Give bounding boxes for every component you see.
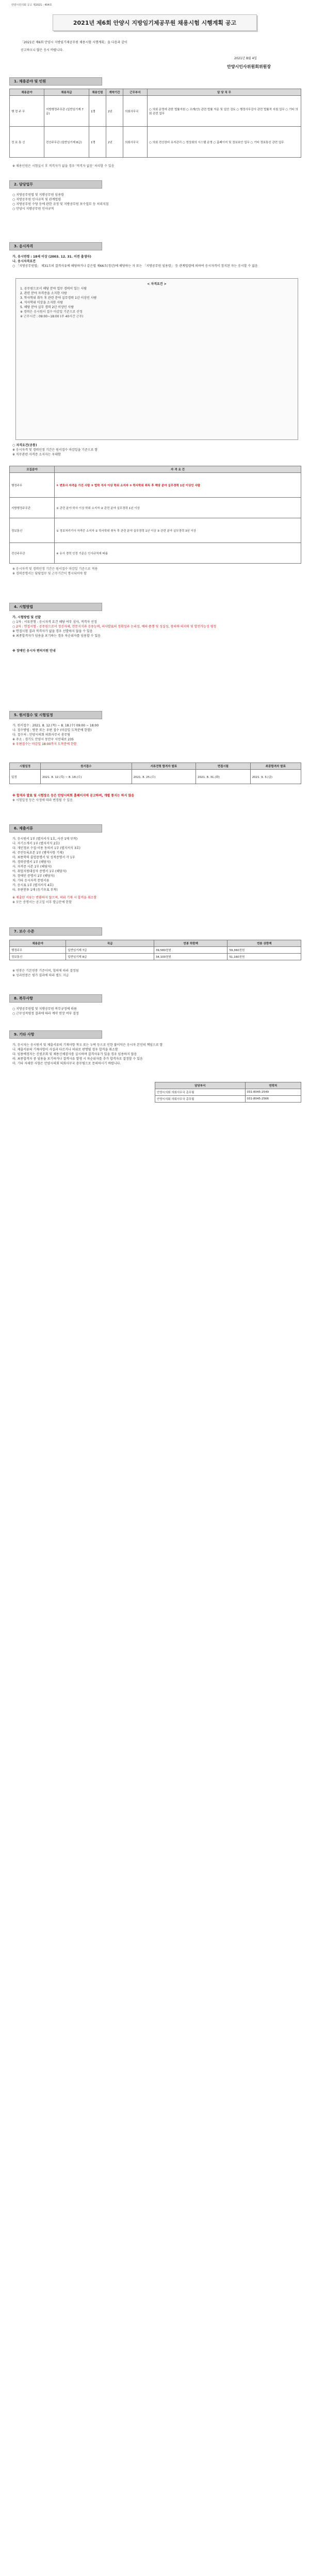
list-item: 라. 주민등록초본 1부 (병역사항 기재) xyxy=(12,851,64,855)
table-header: 모집분야 xyxy=(10,466,55,473)
list-item: 차. 기타 응시자격 증빙서류 xyxy=(12,879,50,883)
table-cell: 1명 xyxy=(89,127,106,158)
list-item: 나. 자기소개서 1부 (별지서식 2호) xyxy=(12,842,60,845)
list-item: 1. 공무원으로서 해당 분야 업무 경력이 있는 사람 xyxy=(20,287,87,291)
section-9-heading: 9. 기타 사항 xyxy=(9,1030,102,1039)
box-title: < 자격요건 > xyxy=(147,282,167,286)
list-item: ※ 성과연봉은 평가 결과에 따라 별도 지급 xyxy=(12,974,69,977)
table-cell: 행 정 주 무 xyxy=(10,96,44,127)
table-cell: 지방행정주무관 xyxy=(10,498,55,518)
list-item: ○ 지방공무원법 및 지방공무원 복무규정에 따름 xyxy=(12,1007,77,1011)
requirements-table xyxy=(9,466,301,564)
list-item: 가. 시험방법 및 선발 xyxy=(12,616,41,619)
list-item: ※ 시험일정 등은 사정에 따라 변경될 수 있음 xyxy=(12,799,73,802)
table-cell: ① 정보처리기사 자격증 소지자 ② 학사학위 취득 후 관련 분야 실무경력 1년 이상 ③ 관련 분야 실무경력 3년 이상 xyxy=(55,518,301,543)
table-cell: 2021. 8. 12.(목) ~ 8. 18.(수) xyxy=(40,770,132,784)
list-item: 타. 우편봉투 1매 (등기우표 부착) xyxy=(12,888,58,892)
list-item: ※ 합격자 발표 및 시험장소 등은 안양시의회 홈페이지에 공고하며, 개별 통지는 하지 않음 xyxy=(12,794,135,798)
section-4-heading: 4. 시험방법 xyxy=(9,603,102,611)
list-item: ※ 직무관련 자격증 소지자는 우대함 xyxy=(12,453,61,456)
salary-notes xyxy=(12,969,301,978)
section-1-heading: 1. 채용분야 및 인원 xyxy=(9,77,102,86)
list-item: ○ 안양시 지방공무원 인사규칙 xyxy=(12,207,54,211)
table-cell: 안양시의회 의회사무국 총무팀 xyxy=(155,1089,246,1096)
table-header: 시험일정 xyxy=(10,763,41,770)
list-item: ※ 경력은 응시원서 접수 마감일 기준으로 산정 xyxy=(20,310,83,314)
list-item: 마. 기타 자세한 사항은 안양시의회 의회사무국 총무팀으로 문의하시기 바랍니다. xyxy=(12,1062,121,1065)
table-header: 계약기간 xyxy=(106,89,123,96)
table-cell: 2년 xyxy=(106,127,123,158)
table-cell: ① 관련 분야 학사 이상 학위 소지자 ② 관련 분야 실무경력 1년 이상 xyxy=(55,498,301,518)
list-item: 3. 학사학위 취득 후 관련 분야 실무경력 1년 이상인 사람 xyxy=(20,296,97,300)
table-row xyxy=(10,518,301,543)
eligibility-foot xyxy=(12,567,301,576)
table-header: 채용인원 xyxy=(89,89,106,96)
table-cell: 59,360천원 xyxy=(227,947,301,954)
list-item: ○ 지방공무원 수당 등에 관한 규정 및 지방공무원 보수업무 등 처리지침 xyxy=(12,202,109,206)
contact-table xyxy=(155,1082,301,1103)
eligibility-box xyxy=(15,278,298,440)
list-item: ○ 「지방공무원법」 제31조의 결격사유에 해당하거나 같은법 제66조(정년)에 해당하는 자 또는 「지방공무원 임용령」 등 관계법령에 의하여 응시자격이 정지된 자는 응시할 수 없음 xyxy=(12,264,258,268)
list-item: 가. 원서접수 : 2021. 8. 12.(목) ~ 8. 18.(수) 09:00 ~ 18:00 xyxy=(12,724,99,727)
table-row xyxy=(10,543,301,564)
table-cell: ① 변호사 자격을 가진 사람 ② 법학 석사 이상 학위 소지자 ③ 학사학위 취득 후 해당 분야 실무경력 1년 이상인 사람 xyxy=(55,473,301,498)
section-7-heading: 7. 보수 수준 xyxy=(9,927,102,936)
section-6-heading: 6. 제출서류 xyxy=(9,824,102,833)
table-cell: 의회사무국 xyxy=(123,96,148,127)
list-item: 바. 경력증명서 1부 (해당자) xyxy=(12,860,51,864)
table-row xyxy=(10,947,301,954)
doc-title: 2021년 제6회 안양시 지방임기제공무원 채용시험 시행계획 공고 xyxy=(53,14,257,31)
table-header: 채용분야 xyxy=(10,940,66,947)
list-item: ※ 경력증명서는 담당업무 및 근무기간이 명시되어야 함 xyxy=(12,572,87,575)
table-header: 채용직급 xyxy=(44,89,89,96)
list-item: 라. 최종합격자 중 임용을 포기하거나 결격사유 발생 시 차순위자를 추가 합격자로 결정할 수 있음 xyxy=(12,1057,143,1061)
table-cell: 2년 xyxy=(106,96,123,127)
table-header: 근무부서 xyxy=(123,89,148,96)
list-item: 아. 취업지원대상자 증명서 1부 (해당자) xyxy=(12,870,67,873)
table-cell: 39,580천원 xyxy=(154,947,227,954)
table-header: 면접시험 xyxy=(196,763,250,770)
table-row xyxy=(10,498,301,518)
list-item: 가. 응시원서 1부 (별지서식 1호, 사진 1매 부착) xyxy=(12,837,78,841)
positions-table xyxy=(9,89,301,158)
table-cell: 안양시의회 의회사무국 총무팀 xyxy=(155,1096,246,1103)
section-3-heading: 3. 응시자격 xyxy=(9,242,102,250)
table-cell: 031-8045-2566 xyxy=(245,1096,301,1103)
table-cell: 행정주무 xyxy=(10,473,55,498)
intro-line: 공고하오니 많은 응시 바랍니다. xyxy=(21,48,63,52)
table-cell: 일반임기제 7급 xyxy=(66,947,154,954)
list-item: 5. 해당 분야 실무 경력 2년 이상인 사람 xyxy=(20,306,74,309)
section-5-heading: 5. 원서접수 및 시험일정 xyxy=(9,711,102,719)
table-cell: 지방행정주무관 (일반임기제 7급) xyxy=(44,96,89,127)
list-item: ○ 2차 : 면접시험 - 공무원으로서 정신자세, 전문지식과 응용능력, 의사발표의 정확성과 논리성, 예의·품행 및 성실성, 창의력·의지력 및 발전가능성 평정 xyxy=(12,625,217,629)
list-item: ※ 근무시간 : 09:00~18:00 (주 40시간 근무) xyxy=(20,315,84,318)
table-cell: 전산주무관 xyxy=(10,543,55,564)
list-item: 사. 자격증 사본 1부 (해당자) xyxy=(12,865,52,869)
list-item: ○ 1차 : 서류전형 - 응시자격 요건 해당 여부 심사, 적격자 선정 xyxy=(12,620,97,624)
table-header: 담당부서 xyxy=(155,1082,246,1089)
table-cell: 일반임기제 8급 xyxy=(66,954,154,960)
table-header: 담 당 직 무 xyxy=(148,89,301,96)
table-header: 직급 xyxy=(66,940,154,947)
list-item: 2. 관련 분야 자격증을 소지한 사람 xyxy=(20,292,67,295)
table-cell: 1명 xyxy=(89,96,106,127)
application-info xyxy=(12,723,301,747)
misc-list xyxy=(12,1043,301,1066)
list-item: 마. 최종학력 졸업증명서 및 성적증명서 각 1부 xyxy=(12,856,75,859)
salary-table xyxy=(9,940,301,960)
table-row xyxy=(10,127,301,158)
table-cell: 정보통신 xyxy=(10,954,66,960)
list-item: 다. 개인정보 수집·이용 동의서 1부 (별지서식 3호) xyxy=(12,846,80,850)
list-item: ※ 우편접수는 마감일 18:00까지 도착분에 한함 xyxy=(12,742,77,746)
list-item: 4. 석사학위 이상을 소지한 사람 xyxy=(20,301,63,304)
list-item: ○ 지방공무원법 및 지방공무원 임용령 xyxy=(12,193,64,197)
table-row xyxy=(155,1089,301,1096)
table-cell: 전산주무관 (일반임기제 8급) xyxy=(44,127,89,158)
table-cell: 정 보 통 신 xyxy=(10,127,44,158)
section-8-heading: 8. 복무사항 xyxy=(9,994,102,1003)
section-2-heading: 2. 담당업무 xyxy=(9,180,102,189)
table1-note: ※ 채용인원은 시험실시 후 적격자가 없을 경우 '적격자 없음' 처리할 수 있음 xyxy=(12,164,115,168)
list-item: ※ 제출된 서류는 반환하지 않으며, 허위 기재 시 합격을 취소함 xyxy=(12,896,97,900)
list-item: ※ 최종합격자가 임용을 포기하는 경우 차순위자를 임용할 수 있음 xyxy=(12,634,101,638)
list-item: 가. 응시자는 응시원서 및 제출서류의 기재사항 착오 또는 누락 등으로 인한 불이익은 응시자 본인의 책임으로 함 xyxy=(12,1043,163,1047)
table-cell: 34,100천원 xyxy=(154,954,227,960)
list-item: ○ 근무성적평정 결과에 따라 계약 연장 여부 결정 xyxy=(12,1012,79,1015)
doc-number: 안양시민의회 공고 제2021 - 404호 xyxy=(11,4,52,7)
list-item: 나. 응시자격요건 xyxy=(12,260,36,263)
service-list xyxy=(12,1007,301,1016)
table-cell: 51,160천원 xyxy=(227,954,301,960)
list-item: ※ 면접시험 결과 적격자가 없을 경우 선발하지 않을 수 있음 xyxy=(12,630,93,633)
list-item: ○ 지방공무원 인사규칙 및 관계법령 xyxy=(12,198,61,201)
list-item: 다. 임용예정자는 신원조회 및 채용신체검사를 실시하며 결격사유가 있을 경우 임용하지 않음 xyxy=(12,1053,137,1056)
table-row xyxy=(10,770,301,784)
table-cell: 의회사무국 xyxy=(123,127,148,158)
intro-text xyxy=(21,37,294,56)
common-reqs xyxy=(12,443,301,457)
table-cell: ○ 의회 전산장비 유지관리 ○ 영상회의 시스템 운영 ○ 홈페이지 및 정보보안 업무 ○ 기타 정보통신 관련 업무 xyxy=(148,127,301,158)
table-cell: 행정주무 xyxy=(10,947,66,954)
intro-line: 「2021년 제6회 안양시 지방임기제공무원 채용시험 시행계획」을 다음과 같이 xyxy=(21,41,127,44)
table-cell: 2021. 9. 3.(금) xyxy=(250,770,301,784)
table-cell: ※ 유사 경력 인정 기준은 인사규칙에 따름 xyxy=(55,543,301,564)
list-item: ※ 주소 : 경기도 안양시 동안구 시민대로 235 xyxy=(12,738,74,741)
list-item: ※ 장애인 응시자 편의지원 안내 xyxy=(12,649,56,653)
table-cell: 정보통신 xyxy=(10,518,55,543)
list-item: ○ 자격요건(공통) xyxy=(12,444,37,447)
table-header: 자 격 요 건 xyxy=(55,466,301,473)
table-cell: 일정 xyxy=(10,770,41,784)
list-item: 다. 접수처 : 안양시의회 의회사무국 총무팀 xyxy=(12,733,70,737)
list-item: ※ 연봉은 기본연봉 기준이며, 협의에 따라 결정됨 xyxy=(12,969,79,973)
duties-list xyxy=(12,193,301,211)
table-header: 최종합격자 발표 xyxy=(250,763,301,770)
exam-method xyxy=(12,615,301,653)
table-row xyxy=(10,954,301,960)
table-cell: 2021. 8. 25.(수) xyxy=(132,770,196,784)
table-row xyxy=(10,96,301,127)
table-cell: 2021. 8. 31.(화) xyxy=(196,770,250,784)
list-item: 나. 접수방법 : 방문 또는 우편 접수 (마감일 도착분에 한함) xyxy=(12,728,92,732)
schedule-notes xyxy=(12,793,301,803)
list-item: 나. 제출서류의 기재사항이 사실과 다르거나 허위로 판명될 경우 합격을 취소함 xyxy=(12,1048,118,1052)
table-cell: ○ 의회 운영에 관한 법률지원 ○ 조례(안) 관련 법률 자문 및 입안 검토 ○ 행정사무감사 관련 법률적 지원 업무 ○ 기타 의회 관련 업무 xyxy=(148,96,301,127)
table-header: 연봉 상한액 xyxy=(227,940,301,947)
list-item: ※ 모든 증명서는 공고일 이후 발급분에 한함 xyxy=(12,901,72,904)
table-row xyxy=(155,1096,301,1103)
table-cell: 031-8045-2549 xyxy=(245,1089,301,1096)
list-item: 자. 장애인 증명서 1부 (해당자) xyxy=(12,874,55,878)
table-header: 서류전형 합격자 발표 xyxy=(132,763,196,770)
eligibility-intro xyxy=(12,255,301,268)
list-item: ※ 응시자격 및 경력인정 기간은 원서접수 마감일을 기준으로 함 xyxy=(12,448,98,452)
issuing-org: 안양시인사위원회위원장 xyxy=(227,64,271,69)
list-item: ※ 응시자격 및 경력인정 기간은 원서접수 마감일 기준으로 적용 xyxy=(12,567,98,571)
table-header: 연락처 xyxy=(245,1082,301,1089)
list-item: 카. 응시표 1부 (별지서식 4호) xyxy=(12,884,54,887)
notice-date: 2021년 8월 4일 xyxy=(234,57,257,60)
table-header: 연봉 하한액 xyxy=(154,940,227,947)
table-header: 원서접수 xyxy=(40,763,132,770)
documents-list xyxy=(12,837,301,905)
list-item: 가. 응시연령 : 18세 이상 (2003. 12. 31. 이전 출생자) xyxy=(12,255,91,259)
table-row xyxy=(10,473,301,498)
table-header: 채용분야 xyxy=(10,89,44,96)
schedule-table xyxy=(9,762,301,784)
